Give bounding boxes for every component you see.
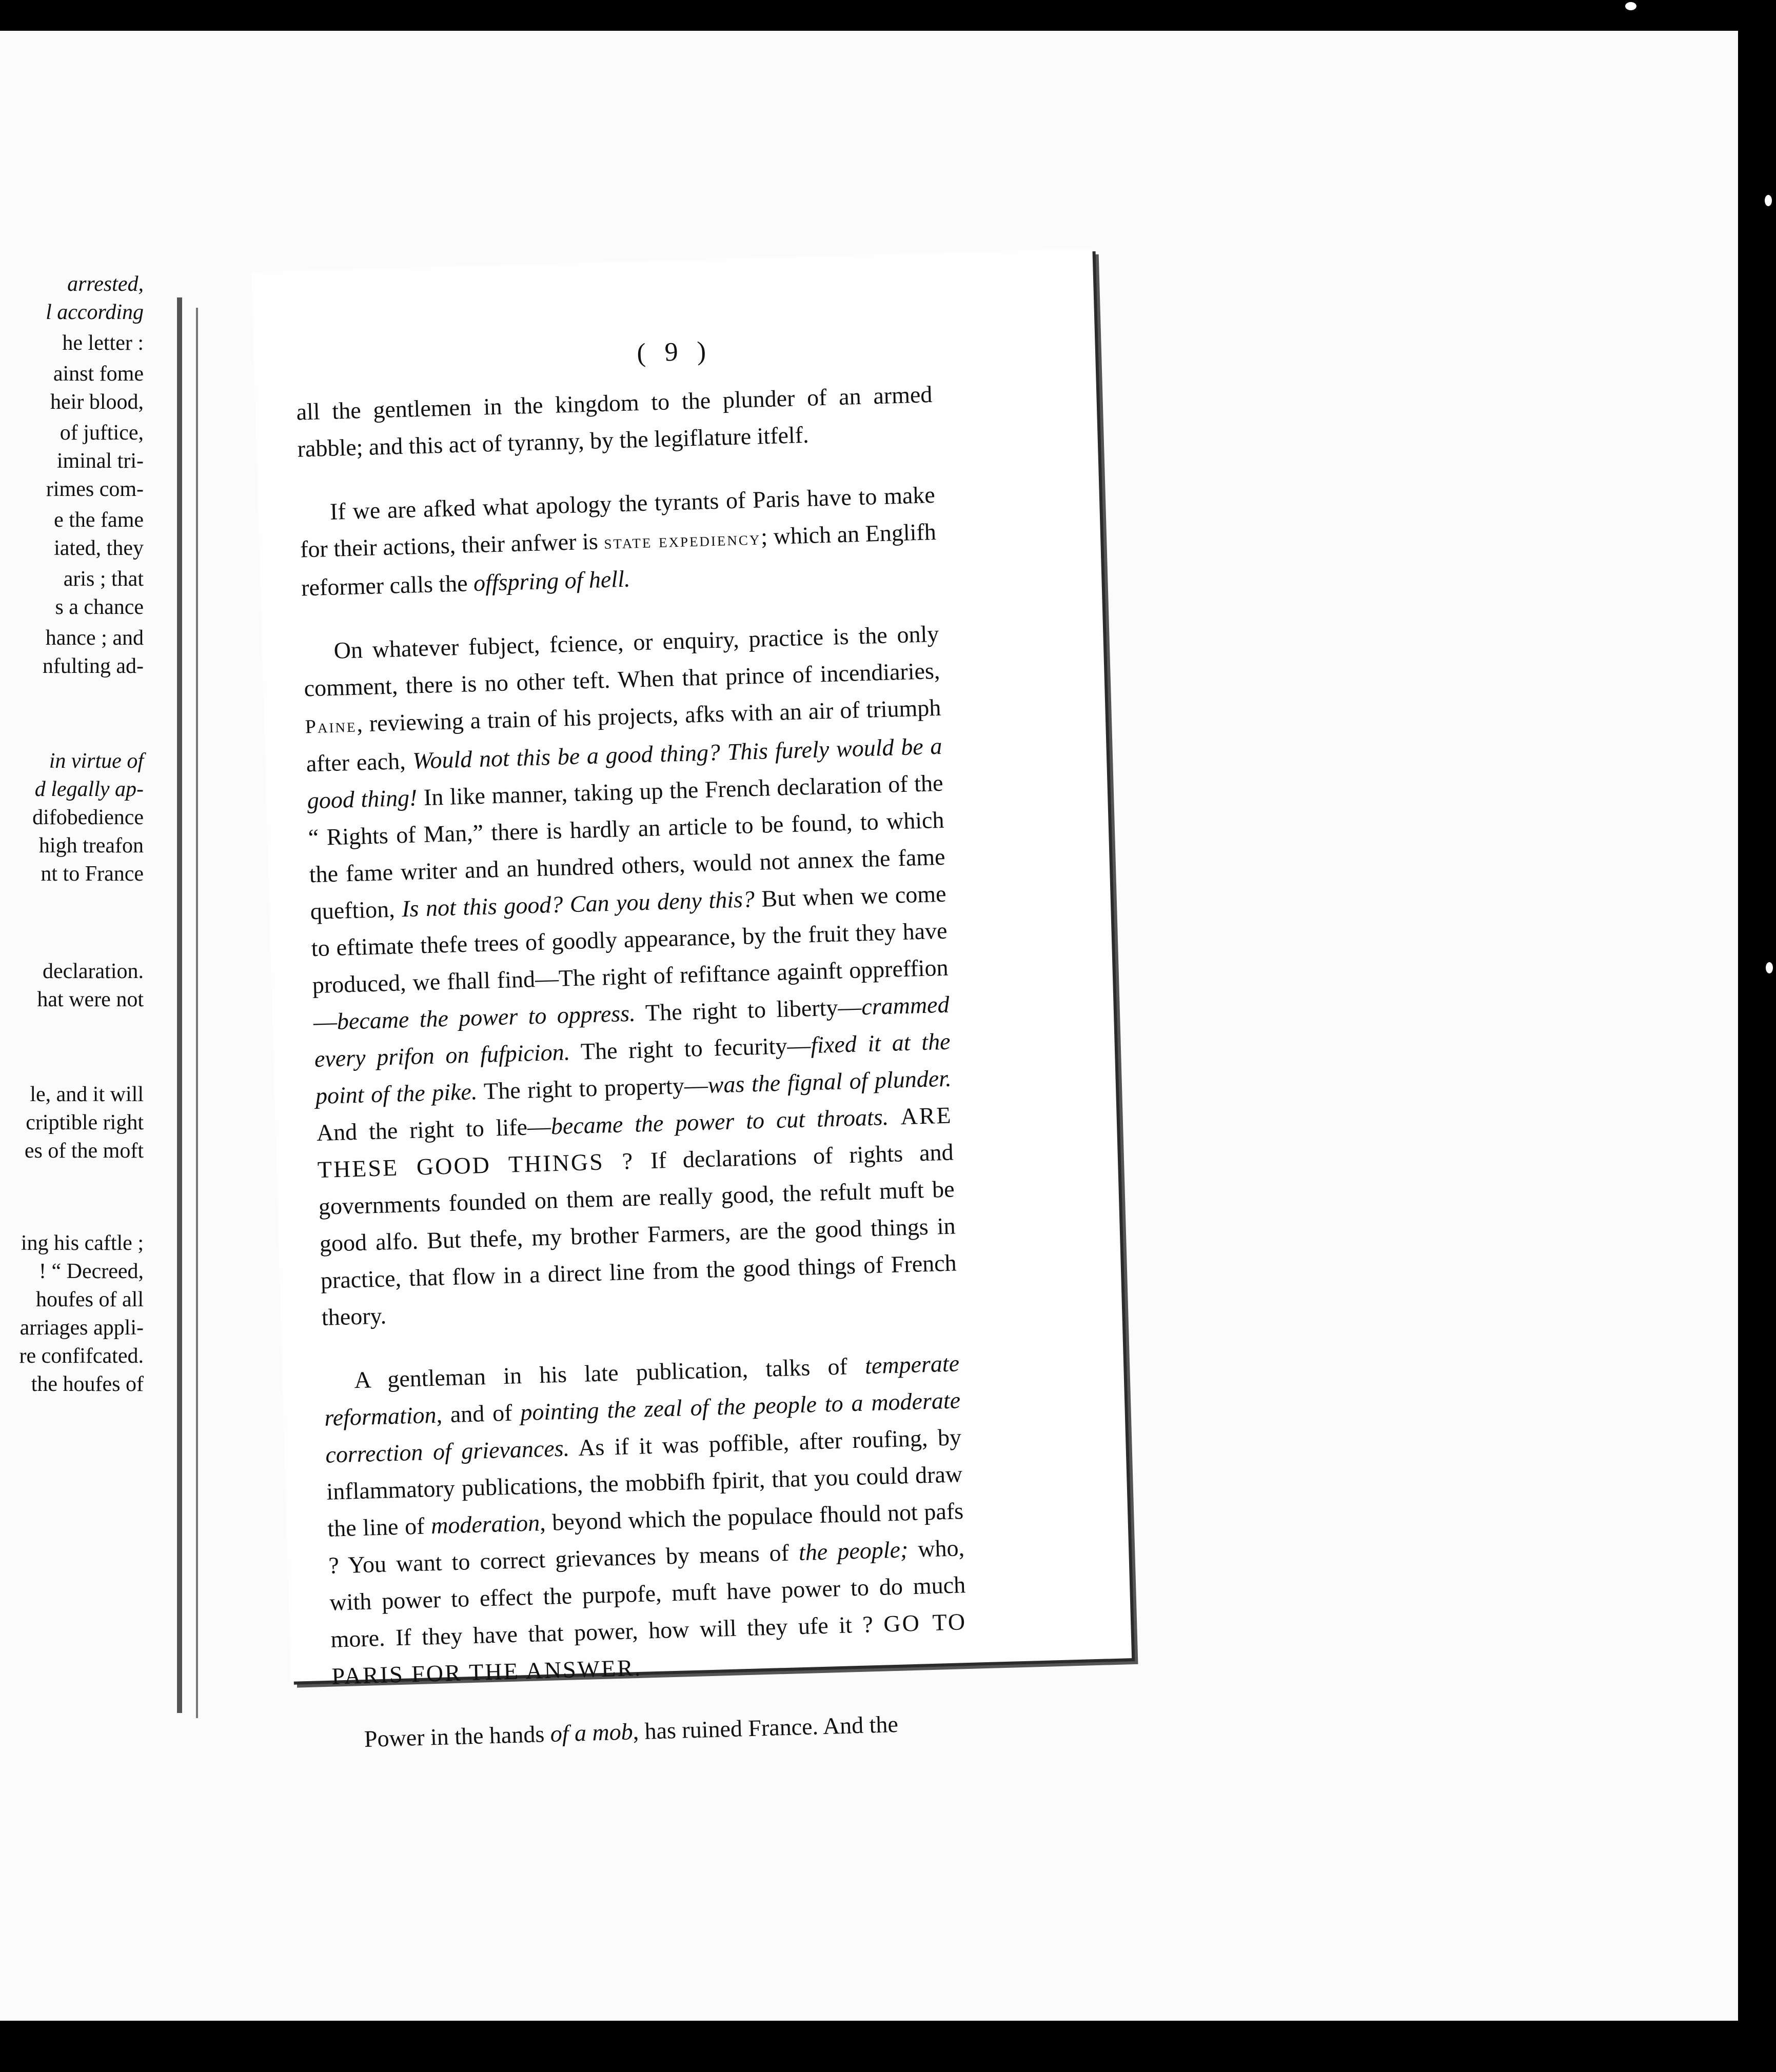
- left-page-line: arriages appli-: [19, 1316, 144, 1340]
- left-page-line: in virtue of: [49, 749, 144, 773]
- left-page-line: rimes com-: [46, 477, 144, 501]
- italic-text: Is not this good? Can you deny this?: [401, 886, 755, 922]
- text-run: A gentleman in his late publication, talks of: [353, 1352, 865, 1393]
- text-run: , and of: [436, 1399, 521, 1428]
- small-caps-text: state expediency: [603, 527, 761, 554]
- text-run: Power in the hands: [364, 1720, 551, 1752]
- paragraph: [303, 615, 958, 1336]
- left-page-line: the houfes of: [31, 1372, 144, 1396]
- left-page-line: le, and it will: [30, 1083, 144, 1106]
- left-page-line: l according: [46, 301, 144, 324]
- left-page-line: aris ; that: [63, 567, 144, 591]
- text-run: all the gentlemen in the kingdom to the plunder of an armed rabble; and this act of tyranny, by the legiflature itfelf.: [295, 381, 933, 462]
- left-page-line: ! “ Decreed,: [38, 1260, 144, 1283]
- left-page-line: ing his caftle ;: [21, 1231, 144, 1255]
- paragraph: [323, 1345, 968, 1695]
- italic-text: became the power to cut throats.: [550, 1103, 889, 1140]
- capitals-text: GO TO PARIS FOR THE ANSWER.: [331, 1608, 967, 1689]
- text-run: The right to liberty—: [635, 993, 862, 1026]
- edge-speck-right: [1765, 195, 1772, 206]
- right-page: [251, 248, 1132, 1752]
- left-page-line: houfes of all: [36, 1288, 144, 1311]
- left-page-line: hance ; and: [45, 626, 144, 650]
- left-page-line: declaration.: [42, 960, 144, 983]
- italic-text: moderation: [430, 1509, 540, 1539]
- text-run: In like manner, taking up the French declaration of the “ Rights of Man,” there is hardly an article to be found, to which the fame writer and an hundred others, would not annex the fame queftion,: [308, 769, 946, 925]
- paragraph: [296, 376, 934, 468]
- scanned-sheet: [0, 31, 1738, 2021]
- left-page-line: iated, they: [54, 536, 144, 560]
- left-page-line: heir blood,: [50, 390, 144, 414]
- left-page-line: es of the moft: [24, 1139, 144, 1163]
- left-page-line: arrested,: [67, 272, 144, 296]
- italic-text: became the power to oppress.: [337, 1000, 636, 1034]
- text-run: As if it was poffible, after roufing, by inflammatory publications, the mobbifh fpirit, that you could draw the line of: [326, 1424, 963, 1542]
- binding-gutter-shadow: [177, 297, 182, 1713]
- text-run: If we are afked what apology the tyrants of Paris have to make for their actions, their anfwer is: [300, 481, 936, 563]
- text-run: But when we come to eftimate thefe trees of goodly appearance, by the fruit they have produced, we fhall find—The right of refiftance againft oppreffion—: [311, 880, 949, 1035]
- edge-speck-right-lower: [1766, 962, 1773, 973]
- left-page-line: ainst fome: [53, 362, 144, 386]
- italic-text: offspring of hell.: [473, 565, 630, 596]
- italic-text: fixed it at the point of the pike.: [315, 1028, 951, 1109]
- capitals-text: ARE THESE GOOD THINGS ?: [317, 1102, 953, 1183]
- text-run: , reviewing a train of his projects, afks with an air of triumph after each,: [306, 694, 941, 777]
- text-run: who, with power to effect the purpofe, muft have power to do much more. If they have that power, how will they ufe it ?: [329, 1535, 966, 1652]
- body-text: [296, 376, 971, 1785]
- left-page-line: hat were not: [37, 988, 144, 1011]
- left-page-line: difobedience: [32, 806, 144, 829]
- left-page-line: high treafon: [38, 834, 144, 858]
- italic-text: of a mob: [549, 1718, 634, 1747]
- left-page-line: re confifcated.: [19, 1344, 144, 1368]
- text-run: , has ruined France. And the: [632, 1710, 899, 1745]
- left-page-line: iminal tri-: [56, 449, 144, 473]
- text-run: ; which an Englifh reformer calls the: [301, 518, 937, 601]
- text-run: , beyond which the populace fhould not pafs ? You want to correct grievances by means of: [328, 1498, 964, 1579]
- text-run: If declarations of rights and governments founded on them are really good, the refult muft be good alfo. But thefe, my brother Farmers, are the good things in practice, that flow in a direct line from the good things of French theory.: [318, 1139, 957, 1330]
- italic-text: Would not this be a good thing? This furely would be a good thing!: [307, 732, 943, 814]
- left-page-line: nt to France: [41, 862, 144, 886]
- text-run: The right to fecurity—: [569, 1032, 812, 1065]
- paragraph: [333, 1704, 970, 1759]
- italic-text: was the fignal of plunder.: [707, 1065, 952, 1098]
- left-page-line: s a chance: [55, 595, 144, 619]
- left-page-line: criptible right: [26, 1111, 144, 1134]
- italic-text: temperate reformation: [324, 1350, 960, 1431]
- italic-text: crammed every prifon on fufpicion.: [314, 991, 950, 1072]
- left-page-line: e the fame: [54, 508, 144, 532]
- left-page-line: nfulting ad-: [42, 654, 144, 678]
- text-run: On whatever fubject, fcience, or enquiry, practice is the only comment, there is no other teft. When that prince of incendiaries,: [303, 620, 940, 702]
- binding-gutter-line: [196, 308, 198, 1718]
- page-number: ( 9 ): [636, 336, 713, 368]
- paragraph: [299, 476, 938, 607]
- text-run: The right to property—: [477, 1071, 708, 1105]
- italic-text: pointing the zeal of the people to a moderate correction of grievances.: [325, 1387, 961, 1468]
- left-page-fragment: [0, 272, 174, 1708]
- text-run: And the right to life—: [316, 1113, 551, 1146]
- left-page-line: he letter :: [62, 331, 144, 355]
- edge-speck-top: [1625, 2, 1636, 10]
- small-caps-text: Paine: [305, 714, 357, 738]
- left-page-line: d legally ap-: [34, 778, 144, 801]
- italic-text: the people;: [798, 1536, 909, 1566]
- left-page-line: of juftice,: [60, 421, 144, 445]
